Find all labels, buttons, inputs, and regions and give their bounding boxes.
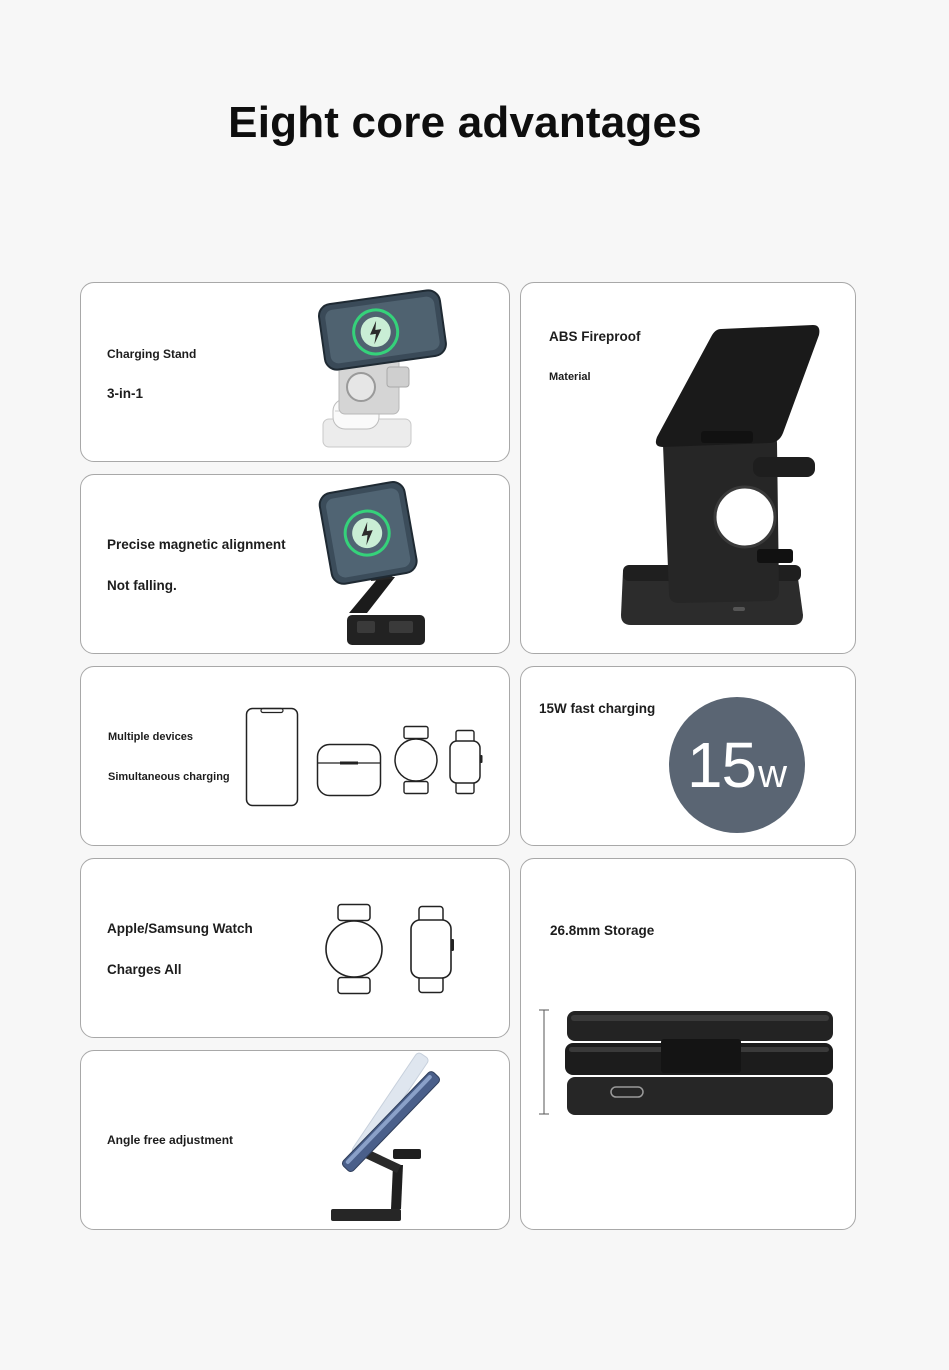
card-magnetic-alignment: [80, 474, 510, 654]
card-heading: Angle free adjustment: [107, 1133, 234, 1147]
card-heading: Multiple devices: [108, 731, 193, 743]
card-subheading: Simultaneous charging: [108, 771, 230, 783]
card-subheading: Not falling.: [107, 578, 177, 593]
page-title: Eight core advantages: [228, 98, 702, 147]
card-watch-compat: [80, 858, 510, 1038]
card-storage: [520, 858, 856, 1230]
card-multiple-devices: [80, 666, 510, 846]
height-dimension-marker: [539, 1009, 549, 1115]
badge-number: 15: [686, 729, 757, 801]
round-watch-outline-icon: [324, 903, 384, 995]
card-fast-charging: [520, 666, 856, 846]
black-folding-stand-image: [617, 321, 837, 641]
card-heading: Charging Stand: [107, 347, 197, 361]
folded-stand-side-view-image: [565, 1009, 835, 1119]
adjustable-angle-stand-image: [321, 1053, 451, 1225]
card-subheading: 3-in-1: [107, 386, 144, 401]
card-subheading: Charges All: [107, 962, 182, 977]
white-charging-stand-image: [303, 291, 463, 461]
card-heading: ABS Fireproof: [549, 329, 641, 344]
card-subheading: Material: [549, 371, 591, 383]
card-heading: Precise magnetic alignment: [107, 537, 286, 552]
phone-outline-icon: [245, 707, 299, 807]
card-heading: Apple/Samsung Watch: [107, 921, 253, 936]
square-watch-outline-icon: [448, 729, 484, 799]
badge-unit: w: [758, 752, 788, 796]
earbuds-case-outline-icon: [316, 743, 382, 797]
square-watch-outline-icon: [409, 905, 457, 995]
card-heading: 26.8mm Storage: [550, 923, 655, 938]
round-watch-outline-icon: [393, 725, 439, 795]
card-abs-fireproof: [520, 282, 856, 654]
card-heading: 15W fast charging: [539, 701, 656, 716]
black-stand-with-phone-image: [309, 481, 449, 651]
15w-badge: [669, 697, 805, 833]
card-charging-stand: [80, 282, 510, 462]
card-angle-adjustment: [80, 1050, 510, 1230]
